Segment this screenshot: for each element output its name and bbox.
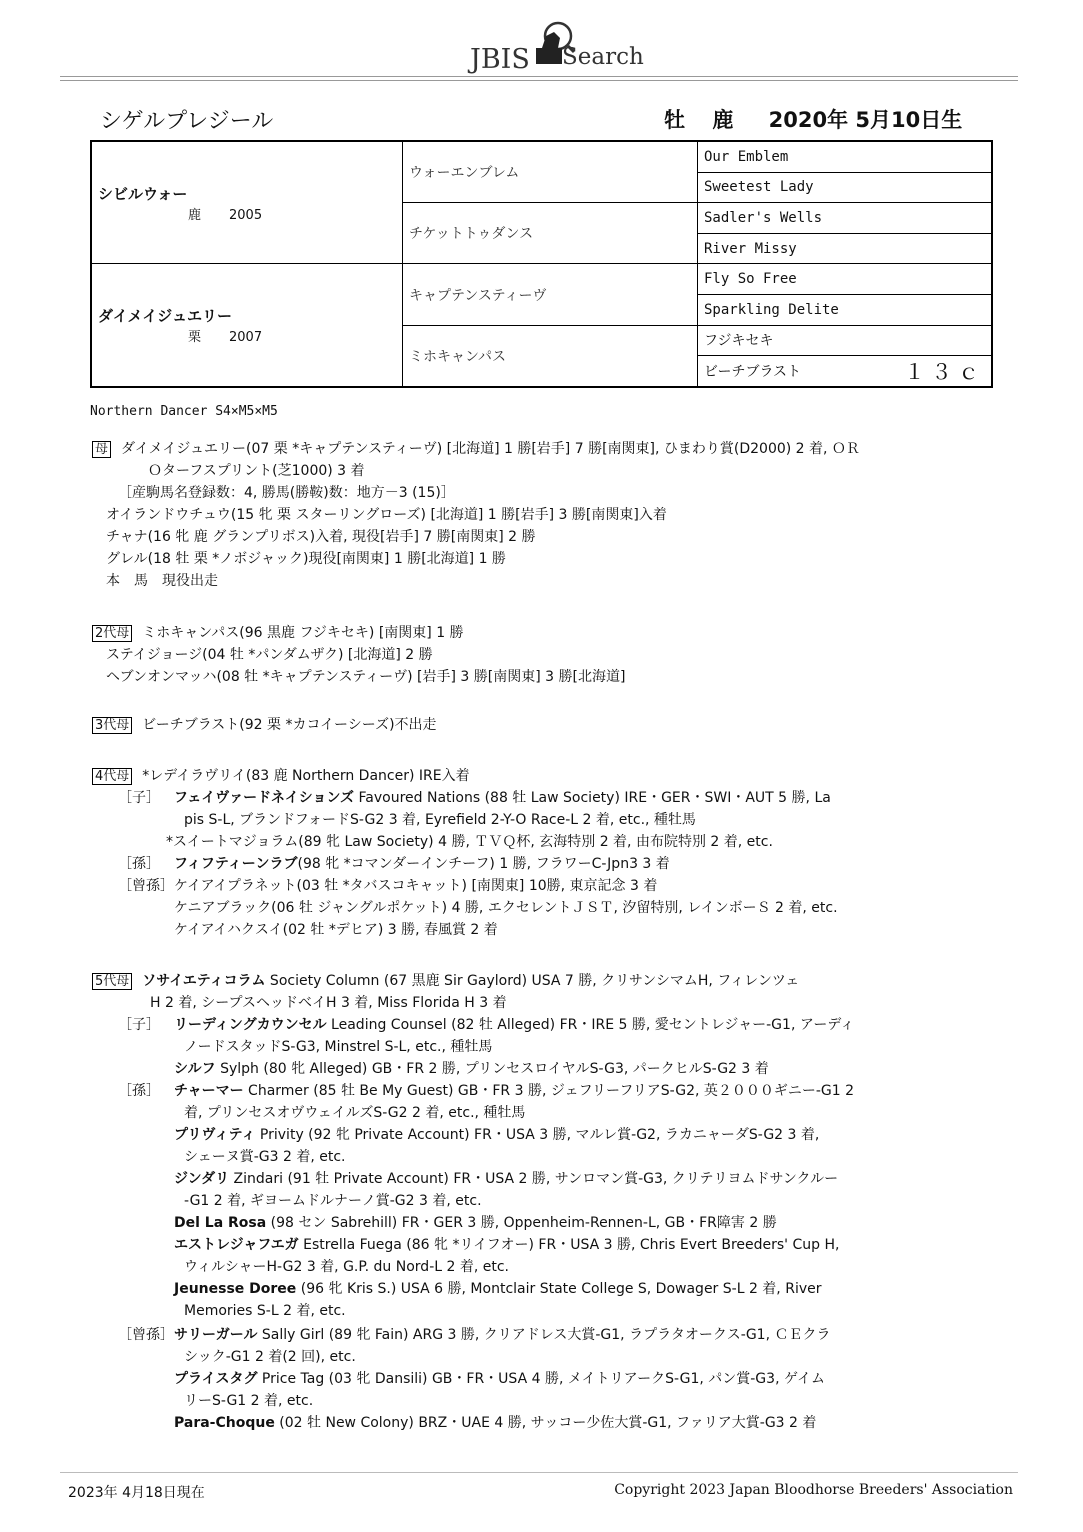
record-line <box>184 1190 482 1210</box>
generation-prefix: ［子］ <box>118 790 160 806</box>
record-line <box>184 1256 509 1276</box>
record-line <box>106 644 433 664</box>
record-line <box>174 1234 839 1254</box>
record-line <box>184 1036 492 1056</box>
pedigree-table <box>90 140 993 388</box>
generation-prefix: ［子］ <box>118 1017 160 1033</box>
record-text: ミホキャンパス(96 黒鹿 フジキセキ) [南関東] 1 勝 <box>142 625 464 641</box>
gen3-5: Fly So Free <box>698 264 993 295</box>
sire-year: 2005 <box>229 207 263 223</box>
horse-name-bold: Para-Choque <box>174 1415 275 1431</box>
generation-label: 3代母 <box>92 717 132 734</box>
record-line <box>92 970 799 990</box>
sire-sire: ウォーエンブレム <box>403 141 698 203</box>
record-text: *スイートマジョラム(89 牝 Law Society) 4 勝, ＴＶＱ杯, 玄海特別 2 着, 由布院特別 2 着, etc. <box>166 834 773 850</box>
logo-jbis-text: JBIS <box>470 44 530 75</box>
record-line <box>174 1278 821 1298</box>
record-line <box>174 1168 838 1188</box>
record-text: Leading Counsel (82 牡 Alleged) FR・IRE 5 勝, 愛セントレジャー-G1, アーディ <box>326 1017 855 1033</box>
record-text: (96 牝 Kris S.) USA 6 勝, Montclair State College S, Dowager S-L 2 着, River <box>296 1281 822 1297</box>
record-line <box>150 992 507 1012</box>
horse-name-bold: シルフ <box>174 1061 216 1077</box>
record-text: (98 牝 *コマンダーインチーフ) 1 勝, フラワーC-Jpn3 3 着 <box>297 856 670 872</box>
record-text: *レデイラヴリイ(83 鹿 Northern Dancer) IRE入着 <box>142 768 470 784</box>
record-text: ステイジョージ(04 牡 *パンダムザク) [北海道] 2 勝 <box>106 647 433 663</box>
horse-info <box>664 104 982 134</box>
horse-name-bold: リーディングカウンセル <box>174 1017 327 1033</box>
record-line <box>174 1212 777 1232</box>
record-text: ケニアブラック(06 牡 ジャングルポケット) 4 勝, エクセレントＪＳＴ, 汐留特別, レインボーＳ 2 着, etc. <box>174 900 838 916</box>
horse-name-bold: Del La Rosa <box>174 1215 267 1231</box>
record-text: Memories S-L 2 着, etc. <box>184 1303 346 1319</box>
gen3-8 <box>698 356 993 387</box>
horse-name: シゲルプレジール <box>100 109 274 134</box>
record-text: Price Tag (03 牝 Dansili) GB・FR・USA 4 勝, メイトリアークS-G1, パン賞-G3, ゲイム <box>257 1371 825 1387</box>
record-text: ケイアイハクスイ(02 牡 *デヒア) 3 勝, 春風賞 2 着 <box>174 922 498 938</box>
horse-sex: 牡 <box>664 108 685 132</box>
header-rule-2 <box>60 80 1018 81</box>
jbis-search-logo <box>470 18 644 76</box>
record-text: リーS-G1 2 着, etc. <box>184 1393 314 1409</box>
record-line <box>118 1014 854 1034</box>
record-line <box>92 438 860 458</box>
gen3-7: フジキセキ <box>698 325 993 356</box>
record-line <box>148 460 365 480</box>
record-line <box>118 482 455 502</box>
record-text: オイランドウチュウ(15 牝 栗 スターリングローズ) [北海道] 1 勝[岩手] 3 勝[南関東]入着 <box>106 507 667 523</box>
horse-name-bold: プライスタグ <box>174 1371 258 1387</box>
record-line <box>106 548 506 568</box>
horse-name-bold: エストレジャフエガ <box>174 1237 299 1253</box>
record-line <box>118 1324 831 1344</box>
record-text: 本 馬 現役出走 <box>106 573 218 589</box>
generation-label: 5代母 <box>92 973 132 990</box>
record-line <box>184 1346 356 1366</box>
record-text: (02 牡 New Colony) BRZ・UAE 4 勝, サッコー少佐大賞-G1, ファリア大賞-G3 2 着 <box>274 1415 817 1431</box>
record-line <box>174 1058 769 1078</box>
sire-name: シビルウォー <box>98 184 188 203</box>
family-number: １３ｃ <box>904 360 985 385</box>
generation-label: 母 <box>92 441 111 458</box>
gen3-3: Sadler's Wells <box>698 203 993 234</box>
record-text: -G1 2 着, ギヨームドルナーノ賞-G2 3 着, etc. <box>184 1193 482 1209</box>
record-text: ノードスタッドS-G3, Minstrel S-L, etc., 種牡馬 <box>184 1039 493 1055</box>
gen3-4: River Missy <box>698 233 993 264</box>
record-line <box>174 1124 819 1144</box>
record-line <box>184 1300 346 1320</box>
horse-birth: 2020年 5月10日生 <box>768 108 963 132</box>
record-line <box>106 504 667 524</box>
record-line <box>118 1080 854 1100</box>
horse-name-bold: チャーマー <box>174 1083 244 1099</box>
footer-rule <box>60 1472 1018 1473</box>
record-line <box>92 622 464 642</box>
record-line <box>118 787 831 807</box>
horse-name-bold: フィフティーンラブ <box>174 856 298 872</box>
record-text: シェーヌ賞-G3 2 着, etc. <box>184 1149 346 1165</box>
record-line <box>184 809 696 829</box>
record-line <box>174 1412 816 1432</box>
horse-name-bold: サリーガール <box>174 1327 258 1343</box>
generation-prefix: ［孫］ <box>118 1083 160 1099</box>
record-text: 着, プリンセスオヴウェイルズS-G2 2 着, etc., 種牡馬 <box>184 1105 526 1121</box>
record-text: H 2 着, シープスヘッドベイH 3 着, Miss Florida H 3 着 <box>150 995 507 1011</box>
generation-prefix: ［曾孫］ <box>118 878 174 894</box>
record-text: Sally Girl (89 牝 Fain) ARG 3 勝, クリアドレス大賞-G1, ラプラタオークス-G1, ＣＥクラ <box>257 1327 831 1343</box>
record-line <box>166 831 773 851</box>
record-line <box>174 897 838 917</box>
dam-sire: キャプテンスティーヴ <box>403 264 698 325</box>
record-text: Ｏターフスプリント(芝1000) 3 着 <box>148 463 365 479</box>
horse-name-bold: プリヴィティ <box>174 1127 256 1143</box>
record-text: Favoured Nations (88 牡 Law Society) IRE・GER・SWI・AUT 5 勝, La <box>354 790 831 806</box>
footer-copyright: Copyright 2023 Japan Bloodhorse Breeders' Association <box>614 1482 1013 1498</box>
record-text: ［産駒馬名登録数：4, 勝馬(勝鞍)数：地方－3 (15)］ <box>118 485 455 501</box>
record-text: ウィルシャーH-G2 3 着, G.P. du Nord-L 2 着, etc. <box>184 1259 510 1275</box>
header-rule <box>60 76 1018 77</box>
record-line <box>184 1146 346 1166</box>
dam-cell <box>91 264 403 387</box>
record-text: Charmer (85 牡 Be My Guest) GB・FR 3 勝, ジェフリーフリアS-G2, 英２０００ギニー-G1 2 <box>243 1083 855 1099</box>
gen3-8-name: ビーチブラスト <box>704 364 802 381</box>
record-line <box>106 526 535 546</box>
horse-color: 鹿 <box>712 108 734 132</box>
record-text: グレル(18 牡 栗 *ノボジャック)現役[南関東] 1 勝[北海道] 1 勝 <box>106 551 506 567</box>
record-line <box>184 1102 525 1122</box>
record-text: シック-G1 2 着(2 回), etc. <box>184 1349 356 1365</box>
generation-label: 4代母 <box>92 768 132 785</box>
gen3-1: Our Emblem <box>698 141 993 172</box>
record-line <box>106 666 625 686</box>
horse-name-bold: Jeunesse Doree <box>174 1281 297 1297</box>
record-text: pis S-L, ブランドフォードS-G2 3 着, Eyrefield 2-Y-O Race-L 2 着, etc., 種牡馬 <box>184 812 696 828</box>
sire-dam: チケットトゥダンス <box>403 203 698 264</box>
generation-prefix: ［孫］ <box>118 856 160 872</box>
dam-name: ダイメイジュエリー <box>98 307 232 326</box>
record-text: ダイメイジュエリー(07 栗 *キャプテンスティーヴ) [北海道] 1 勝[岩手] 7 勝[南関東], ひまわり賞(D2000) 2 着, ＯＲ <box>121 441 860 457</box>
dam-color: 栗 <box>188 330 202 346</box>
record-line <box>174 1368 825 1388</box>
footer-date: 2023年 4月18日現在 <box>68 1485 205 1501</box>
gen3-6: Sparkling Delite <box>698 295 993 326</box>
record-line <box>118 875 657 895</box>
record-text: Society Column (67 黒鹿 Sir Gaylord) USA 7 勝, クリサンシマムH, フィレンツェ <box>265 973 800 989</box>
logo-search-text: Search <box>562 44 644 70</box>
record-text: チャナ(16 牝 鹿 グランプリボス)入着, 現役[岩手] 7 勝[南関東] 2 勝 <box>106 529 536 545</box>
record-text: Privity (92 牝 Private Account) FR・USA 3 勝, マルレ賞-G2, ラカニャーダS-G2 3 着, <box>255 1127 820 1143</box>
inbreeding-note: Northern Dancer S4×M5×M5 <box>90 404 278 419</box>
record-line <box>92 714 437 734</box>
horse-name-bold: フェイヴァードネイションズ <box>174 790 355 806</box>
generation-prefix: ［曾孫］ <box>118 1327 174 1343</box>
dam-dam: ミホキャンパス <box>403 325 698 387</box>
record-text: Zindari (91 牡 Private Account) FR・USA 2 勝, サンロマン賞-G3, クリテリヨムドサンクルー <box>229 1171 839 1187</box>
sire-color: 鹿 <box>188 207 202 223</box>
record-text: ビーチブラスト(92 栗 *カコイーシーズ)不出走 <box>142 717 437 733</box>
record-text: Sylph (80 牝 Alleged) GB・FR 2 勝, プリンセスロイヤルS-G3, パークヒルS-G2 3 着 <box>215 1061 769 1077</box>
horse-name-bold: ジンダリ <box>174 1171 230 1187</box>
record-line <box>174 919 498 939</box>
record-text: ケイアイプラネット(03 牡 *タバスコキャット) [南関東] 10勝, 東京記念 3 着 <box>174 878 658 894</box>
record-text: (98 セン Sabrehill) FR・GER 3 勝, Oppenheim-Rennen-L, GB・FR障害 2 勝 <box>266 1215 777 1231</box>
record-line <box>118 853 670 873</box>
dam-year: 2007 <box>229 330 263 346</box>
generation-label: 2代母 <box>92 625 132 642</box>
horse-name-bold: ソサイエティコラム <box>142 973 266 989</box>
record-line <box>92 765 470 785</box>
record-line <box>106 570 218 590</box>
record-text: ヘブンオンマッハ(08 牡 *キャプテンスティーヴ) [岩手] 3 勝[南関東] 3 勝[北海道] <box>106 669 626 685</box>
sire-cell <box>91 141 403 264</box>
gen3-2: Sweetest Lady <box>698 172 993 203</box>
record-line <box>184 1390 313 1410</box>
record-text: Estrella Fuega (86 牝 *リイフオー) FR・USA 3 勝, Chris Evert Breeders' Cup H, <box>298 1237 840 1253</box>
